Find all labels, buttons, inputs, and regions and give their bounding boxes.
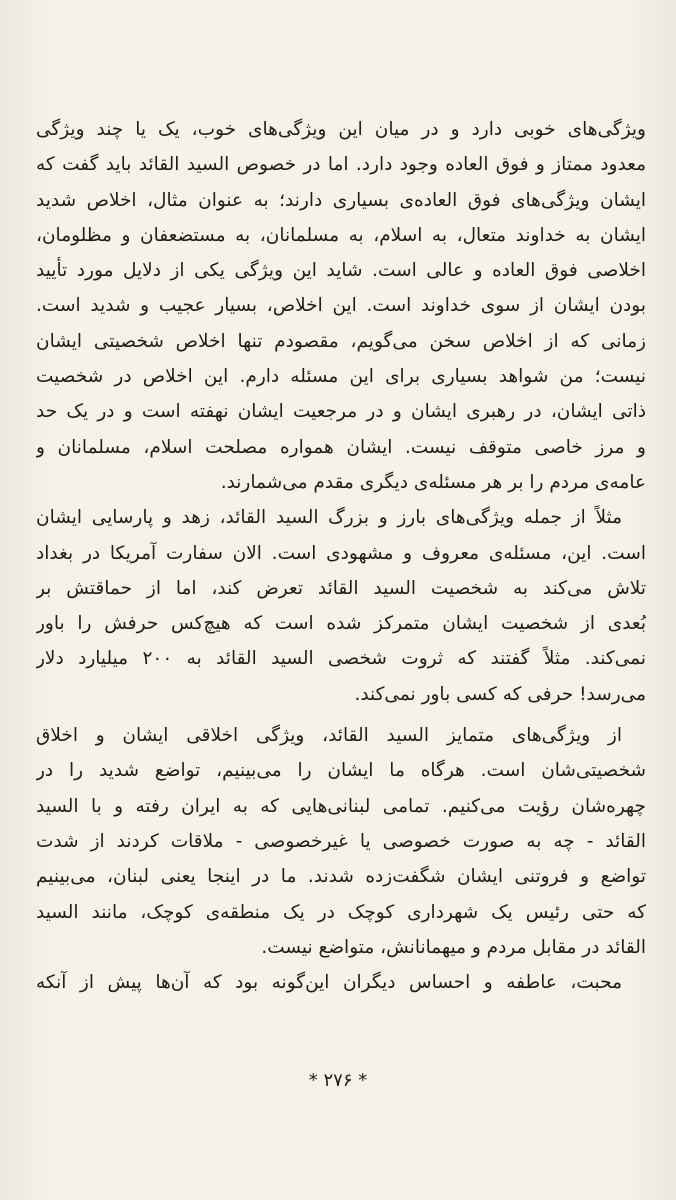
text-line: بودن ایشان از سوی خداوند است. این اخلاص، بسیار عجیب و شدید است. bbox=[36, 295, 646, 317]
text-line: القائد - چه به صورت خصوصی یا غیرخصوصی - ملاقات کردند از شدت bbox=[36, 830, 646, 852]
text-line: که حتی رئیس یک شهرداری کوچک در یک منطقه‌ی کوچک، مانند السید bbox=[36, 901, 646, 923]
text-line: نمی‌کند. مثلاً گفتند که ثروت شخصی السید القائد به ۲۰۰ میلیارد دلار bbox=[36, 648, 646, 670]
text-line: اخلاصی فوق العاده و عالی است. شاید این ویژگی یکی از دلایل مورد تأیید bbox=[36, 260, 646, 282]
text-line: ویژگی‌های خوبی دارد و در میان این ویژگی‌های خوب، یک یا چند ویژگی bbox=[36, 119, 646, 140]
text-line: است. این، مسئله‌ی معروف و مشهودی است. الان سفارت آمریکا در بغداد bbox=[36, 542, 646, 564]
text-line: القائد در مقابل مردم و میهمانانش، متواضع نیست. bbox=[261, 936, 646, 958]
text-line: تلاش می‌کند به شخصیت السید القائد تعرض کند، اما از حماقتش بر bbox=[36, 577, 646, 599]
text-line: ایشان به خداوند متعال، به اسلام، به مسلمانان، به مستضعفان و مظلومان، bbox=[36, 224, 646, 246]
text-line: چهره‌شان رؤیت می‌کنیم. تمامی لبنانی‌هایی که به ایران رفته و با السید bbox=[36, 795, 646, 817]
text-line: معدود ممتاز و فوق العاده وجود دارد. اما در خصوص السید القائد باید گفت که bbox=[36, 154, 646, 176]
text-line: از ویژگی‌های متمایز السید القائد، ویژگی اخلاقی ایشان و اخلاق bbox=[36, 725, 622, 747]
text-line: زمانی که از اخلاص سخن می‌گویم، مقصودم تنها اخلاص شخصیتی ایشان bbox=[36, 330, 646, 352]
text-line: و مرز خاصی متوقف نیست. ایشان همواره مصلحت اسلام، مسلمانان و bbox=[36, 436, 646, 458]
body-text bbox=[36, 112, 646, 1000]
text-line: تواضع و فروتنی ایشان شگفت‌زده شدند. ما در اینجا یعنی لبنان، می‌بینیم bbox=[36, 866, 646, 888]
text-line: ذاتی ایشان، در رهبری ایشان و در مرجعیت ایشان نهفته است و در یک حد bbox=[36, 401, 646, 423]
text-line: شخصیتی‌شان است. هرگاه ما ایشان را می‌بینیم، تواضع شدید را در bbox=[36, 760, 646, 782]
text-line: نیست؛ من شواهد بسیاری برای این مسئله دارم. این اخلاص در شخصیت bbox=[36, 366, 646, 388]
text-line: مثلاً از جمله ویژگی‌های بارز و بزرگ السید القائد، زهد و پارسایی ایشان bbox=[36, 507, 622, 529]
text-line: محبت، عاطفه و احساس دیگران این‌گونه بود که آن‌ها پیش از آنکه bbox=[36, 972, 622, 994]
text-line: بُعدی از شخصیت ایشان متمرکز شده است که هیچ‌کس حرفش را باور bbox=[36, 613, 646, 635]
text-line: عامه‌ی مردم را بر هر مسئله‌ی دیگری مقدم می‌شمارند. bbox=[220, 471, 646, 493]
page-number: * ۲۷۶ * bbox=[308, 1070, 368, 1091]
text-line: ایشان ویژگی‌های فوق العاده‌ی بسیاری دارند؛ به عنوان مثال، اخلاص شدید bbox=[36, 189, 646, 211]
text-line: می‌رسد! حرفی که کسی باور نمی‌کند. bbox=[354, 683, 646, 705]
